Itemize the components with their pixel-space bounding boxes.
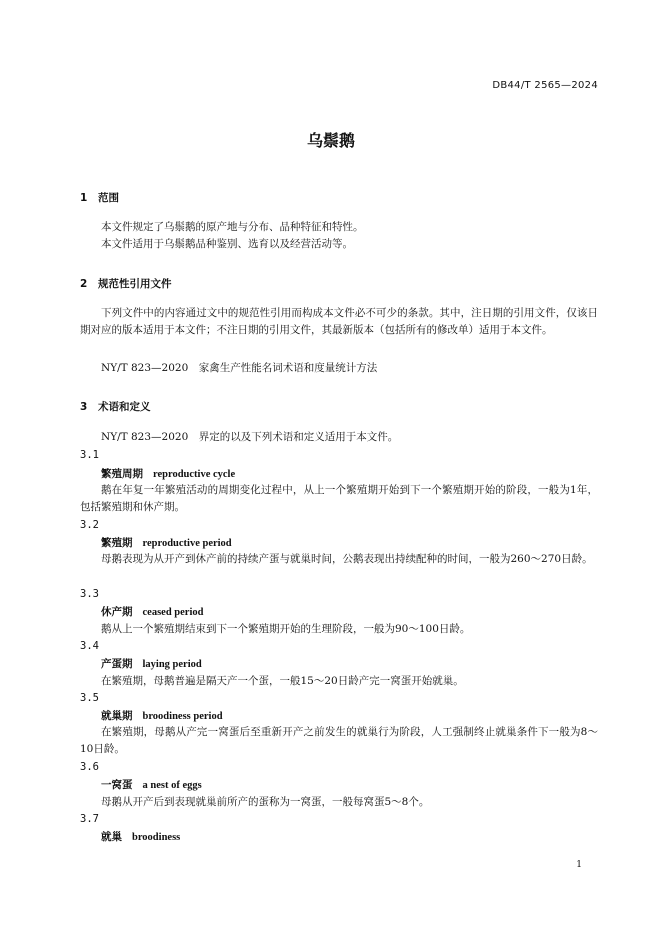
- term-en: reproductive cycle: [153, 469, 236, 480]
- section-2-paragraph: 下列文件中的内容通过文中的规范性引用而构成本文件必不可少的条款。其中，注日期的引用文件，仅该日期对应的版本适用于本文件；不注日期的引用文件，其最新版本（包括所有的修改单）适用于本文件。: [80, 307, 598, 336]
- term-zh: 产蛋期: [101, 658, 133, 670]
- term-definition: 母鹅从开产后到表现就巢前所产的蛋称为一窝蛋，一般每窝蛋5～8个。: [101, 796, 430, 808]
- normative-reference: NY/T 823—2020 家禽生产性能名词术语和度量统计方法: [101, 362, 378, 374]
- term-zh: 繁殖周期: [101, 468, 143, 480]
- term-en: broodiness period: [142, 711, 223, 722]
- standard-code: DB44/T 2565—2024: [492, 80, 598, 91]
- term-en: a nest of eggs: [142, 780, 202, 791]
- term-heading: [101, 708, 223, 723]
- section-title: 规范性引用文件: [98, 278, 172, 290]
- term-zh: 就巢期: [101, 710, 133, 722]
- term-number: 3.1: [80, 449, 99, 461]
- section-2-heading: [80, 276, 172, 291]
- term-zh: 一窝蛋: [101, 779, 133, 791]
- term-heading: [101, 604, 203, 619]
- term-heading: [101, 466, 235, 481]
- term-number: 3.4: [80, 640, 99, 652]
- term-number: 3.6: [80, 761, 99, 773]
- term-heading: [101, 829, 180, 844]
- section-title: 范围: [98, 192, 119, 204]
- term-definition: 在繁殖期，母鹅普遍是隔天产一个蛋，一般15～20日龄产完一窝蛋开始就巢。: [101, 675, 464, 687]
- section-1-paragraph-1: 本文件规定了乌鬃鹅的原产地与分布、品种特征和特性。: [101, 221, 364, 233]
- term-definition: 母鹅表现为从开产到休产前的持续产蛋与就巢时间，公鹅表现出持续配种的时间，一般为260～270日龄。: [101, 553, 593, 565]
- term-definition: 鹅在年复一年繁殖活动的周期变化过程中，从上一个繁殖期开始到下一个繁殖期开始的阶段，一般为1年，包括繁殖期和休产期。: [80, 484, 598, 513]
- document-title: 乌鬃鹅: [306, 131, 355, 150]
- term-heading: [101, 535, 232, 550]
- section-1-paragraph-2: 本文件适用于乌鬃鹅品种鉴别、选育以及经营活动等。: [101, 238, 353, 250]
- term-number: 3.3: [80, 588, 99, 600]
- term-heading: [101, 656, 202, 671]
- section-3-heading: [80, 399, 151, 414]
- section-number: 3: [80, 401, 88, 413]
- term-zh: 就巢: [101, 831, 122, 843]
- section-title: 术语和定义: [98, 401, 151, 413]
- term-number: 3.7: [80, 813, 99, 825]
- term-number: 3.2: [80, 519, 99, 531]
- term-zh: 休产期: [101, 606, 133, 618]
- section-1-heading: [80, 190, 119, 205]
- term-definition: 在繁殖期，母鹅从产完一窝蛋后至重新开产之前发生的就巢行为阶段，人工强制终止就巢条件下一般为8～10日龄。: [80, 726, 598, 755]
- section-number: 2: [80, 278, 88, 290]
- term-zh: 繁殖期: [101, 537, 133, 549]
- term-en: ceased period: [142, 607, 204, 618]
- term-definition: 鹅从上一个繁殖期结束到下一个繁殖期开始的生理阶段，一般为90～100日龄。: [101, 623, 471, 635]
- section-3-intro: NY/T 823—2020 界定的以及下列术语和定义适用于本文件。: [101, 431, 399, 443]
- term-number: 3.5: [80, 692, 99, 704]
- term-heading: [101, 777, 202, 792]
- term-en: broodiness: [132, 832, 181, 843]
- page-number: 1: [576, 860, 582, 870]
- section-number: 1: [80, 192, 88, 204]
- term-en: laying period: [142, 659, 202, 670]
- term-en: reproductive period: [142, 538, 232, 549]
